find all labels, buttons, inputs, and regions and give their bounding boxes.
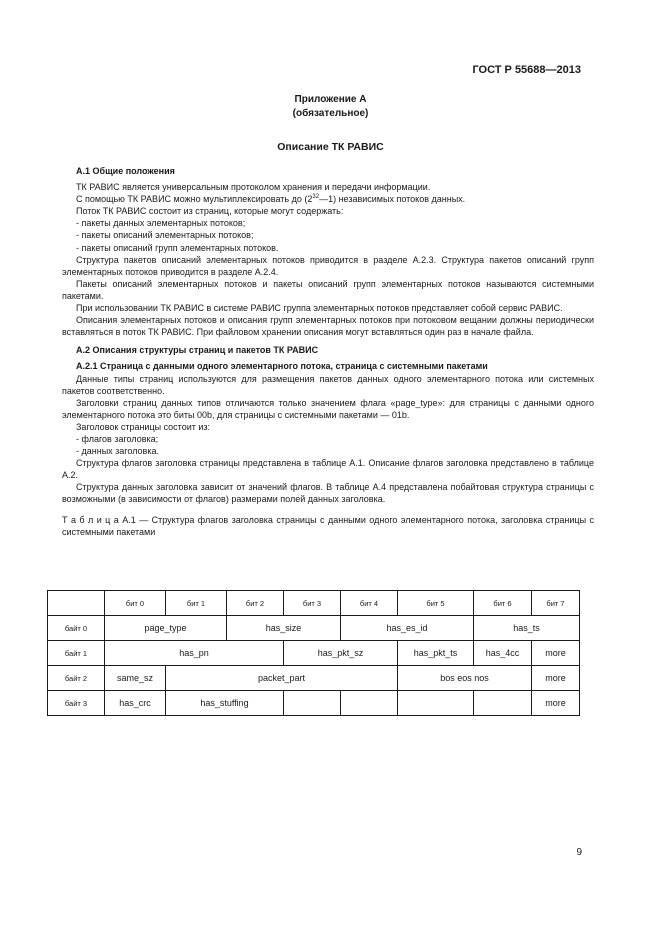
flag-cell: has_pn [105, 641, 284, 666]
bit-header: бит 1 [166, 591, 227, 616]
flag-cell: more [532, 641, 580, 666]
flag-cell: more [532, 666, 580, 691]
annex-status: (обязательное) [292, 108, 369, 119]
paragraph: С помощью ТК РАВИС можно мультиплексировать до $(2^{32}—1)$ независимых потоков данных. [76, 194, 466, 205]
table-corner-cell [48, 591, 105, 616]
bit-header: бит 6 [474, 591, 532, 616]
paragraph: Данные типы страниц используются для размещения пакетов данных одного элементарного потока или системных пакетов соответственно. [62, 373, 594, 396]
bit-header: бит 4 [341, 591, 398, 616]
list-item: - данных заголовка. [76, 446, 159, 457]
paragraph: Заголовок страницы состоит из: [76, 421, 211, 432]
byte-label: байт 0 [48, 616, 105, 641]
paragraph: Описания элементарных потоков и описания групп элементарных потоков при потоковом вещании должны периодически вставляться в поток ТК РАВИС. При файловом хранении описания могут вставляться один раз в начале файла. [62, 315, 594, 338]
flag-cell: same_sz [105, 666, 166, 691]
flag-cell: has_4cc [474, 641, 532, 666]
heading-a1: А.1 Общие положения [76, 166, 175, 176]
flag-cell: has_crc [105, 691, 166, 716]
paragraph: Структура данных заголовка зависит от значений флагов. В таблице А.4 представлена побайтовая структура страницы с возможными (в зависимости от флагов) размерами полей данных заголовка. [62, 482, 594, 505]
table-row [48, 641, 580, 666]
byte-label: байт 1 [48, 641, 105, 666]
superscript: 32 [312, 194, 320, 201]
paragraph: При использовании ТК РАВИС в системе РАВИС группа элементарных потоков представляет собой сервис РАВИС. [76, 303, 563, 314]
flag-cell: has_ts [474, 616, 580, 641]
flag-cell [341, 691, 398, 716]
document-number: ГОСТ Р 55688—2013 [472, 64, 581, 76]
flag-cell: has_stuffing [166, 691, 284, 716]
paragraph: Пакеты описаний элементарных потоков и пакеты описаний групп элементарных потоков называются системными пакетами. [62, 278, 594, 301]
section-title: Описание ТК РАВИС [277, 141, 384, 153]
flag-cell: has_es_id [341, 616, 474, 641]
list-item: - пакеты данных элементарных потоков; [76, 218, 246, 229]
list-item: - пакеты описаний групп элементарных потоков. [76, 242, 279, 253]
byte-label: байт 2 [48, 666, 105, 691]
flag-cell [284, 691, 341, 716]
table-caption [62, 514, 594, 538]
body-text [62, 165, 594, 538]
flag-cell [474, 691, 532, 716]
bit-header: бит 7 [532, 591, 580, 616]
page-number: 9 [576, 847, 582, 858]
paragraph: Структура пакетов описаний элементарных потоков приводится в разделе А.2.3. Структура пакетов описаний групп элементарных потоков приводится в разделе А.2.4. [62, 254, 594, 277]
flag-cell: more [532, 691, 580, 716]
heading-a2: А.2 Описания структуры страниц и пакетов ТК РАВИС [76, 345, 319, 356]
flag-cell: bos eos nos [398, 666, 532, 691]
table-row [48, 616, 580, 641]
flag-cell: has_pkt_ts [398, 641, 474, 666]
paragraph: Структура флагов заголовка страницы представлена в таблице А.1. Описание флагов заголовка представлено в таблице А.2. [62, 458, 594, 481]
table-header-row [48, 591, 580, 616]
flag-cell: page_type [105, 616, 227, 641]
annex-title: Приложение А [294, 94, 367, 105]
byte-label: байт 3 [48, 691, 105, 716]
flag-cell: packet_part [166, 666, 398, 691]
paragraph: ТК РАВИС является универсальным протоколом хранения и передачи информации. [76, 182, 431, 193]
paragraph: Поток ТК РАВИС состоит из страниц, которые могут содержать: [76, 206, 344, 217]
flag-cell: has_size [227, 616, 341, 641]
subheading-a21: А.2.1 Страница с данными одного элементарного потока, страница с системными пакетами [76, 361, 488, 372]
table-row [48, 691, 580, 716]
flag-cell [398, 691, 474, 716]
bit-header: бит 5 [398, 591, 474, 616]
bit-header: бит 0 [105, 591, 166, 616]
table-row [48, 666, 580, 691]
paragraph: Заголовки страниц данных типов отличаются только значением флага «page_type»: для страницы с данными одного элементарного потока это биты 00b, для страницы с системными пакетами — 01b. [62, 397, 594, 420]
flags-table [47, 590, 580, 716]
table-caption-text: А.1 — Структура флагов заголовка страницы с данными одного элементарного потока, заголовка страницы с системными пакетами [62, 514, 594, 537]
bit-header: бит 3 [284, 591, 341, 616]
list-item: - флагов заголовка; [76, 433, 159, 444]
table-caption-label: Т а б л и ц а [62, 514, 119, 525]
bit-header: бит 2 [227, 591, 284, 616]
list-item: - пакеты описаний элементарных потоков; [76, 230, 254, 241]
flag-cell: has_pkt_sz [284, 641, 398, 666]
